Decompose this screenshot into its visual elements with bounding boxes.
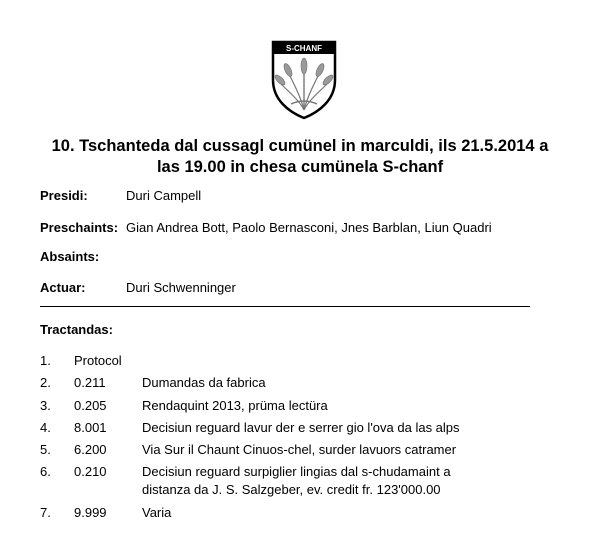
agenda-item-number: 7.: [40, 505, 51, 520]
agenda-item-code: 6.200: [74, 442, 107, 457]
agenda-item-title: Varia: [142, 505, 172, 520]
agenda-item-title: Via Sur il Chaunt Cinuos-chel, surder lavuors catramer: [142, 442, 457, 457]
info-row-absaints: [40, 249, 99, 265]
agenda-item-number: 5.: [40, 442, 51, 457]
meeting-title: [20, 136, 580, 178]
presidi-label: Presidi:: [40, 188, 88, 203]
agenda-item-title: Decisiun reguard surpiglier lingias dal s-chudamaint a: [142, 464, 451, 479]
agenda-item-number: 1.: [40, 353, 51, 368]
coat-of-arms-text: S-CHANF: [286, 44, 322, 53]
agenda-item-title: Rendaquint 2013, prüma lectüra: [142, 398, 328, 413]
agenda-item-code: 0.210: [74, 464, 107, 479]
agenda-item-number: 2.: [40, 375, 51, 390]
meeting-title-line-1: 10. Tschanteda dal cussagl cumünel in marculdi, ils 21.5.2014 a: [51, 137, 549, 155]
actuar-value: Duri Schwenninger: [126, 280, 236, 295]
agenda-item-title-continued: distanza da J. S. Salzgeber, ev. credit fr. 123'000.00: [142, 482, 441, 497]
meeting-title-line-2: las 19.00 in chesa cumünela S-chanf: [156, 158, 444, 176]
info-row-preschaints: [40, 220, 492, 236]
agenda-item-title: Protocol: [74, 353, 122, 368]
municipality-coat-of-arms: [271, 40, 337, 120]
agenda-item-code: 0.205: [74, 398, 107, 413]
agenda-item-title: Dumandas da fabrica: [142, 375, 266, 390]
agenda-item-code: 0.211: [74, 375, 106, 390]
info-row-presidi: [40, 188, 202, 204]
agenda-item-code: 9.999: [74, 505, 107, 520]
preschaints-label: Preschaints:: [40, 220, 119, 235]
agenda-item-title: Decisiun reguard lavur der e serrer gio l'ova da las alps: [142, 420, 460, 435]
section-divider: [40, 306, 530, 307]
agenda-item-number: 4.: [40, 420, 51, 435]
agenda-item-number: 3.: [40, 398, 51, 413]
agenda-item-number: 6.: [40, 464, 51, 479]
actuar-label: Actuar:: [40, 280, 86, 295]
tractandas-heading: Tractandas:: [40, 322, 113, 337]
presidi-value: Duri Campell: [126, 188, 202, 203]
preschaints-value: Gian Andrea Bott, Paolo Bernasconi, Jnes Barblan, Liun Quadri: [126, 220, 492, 235]
absaints-label: Absaints:: [40, 249, 100, 264]
agenda-item-code: 8.001: [74, 420, 107, 435]
info-row-actuar: [40, 280, 236, 296]
